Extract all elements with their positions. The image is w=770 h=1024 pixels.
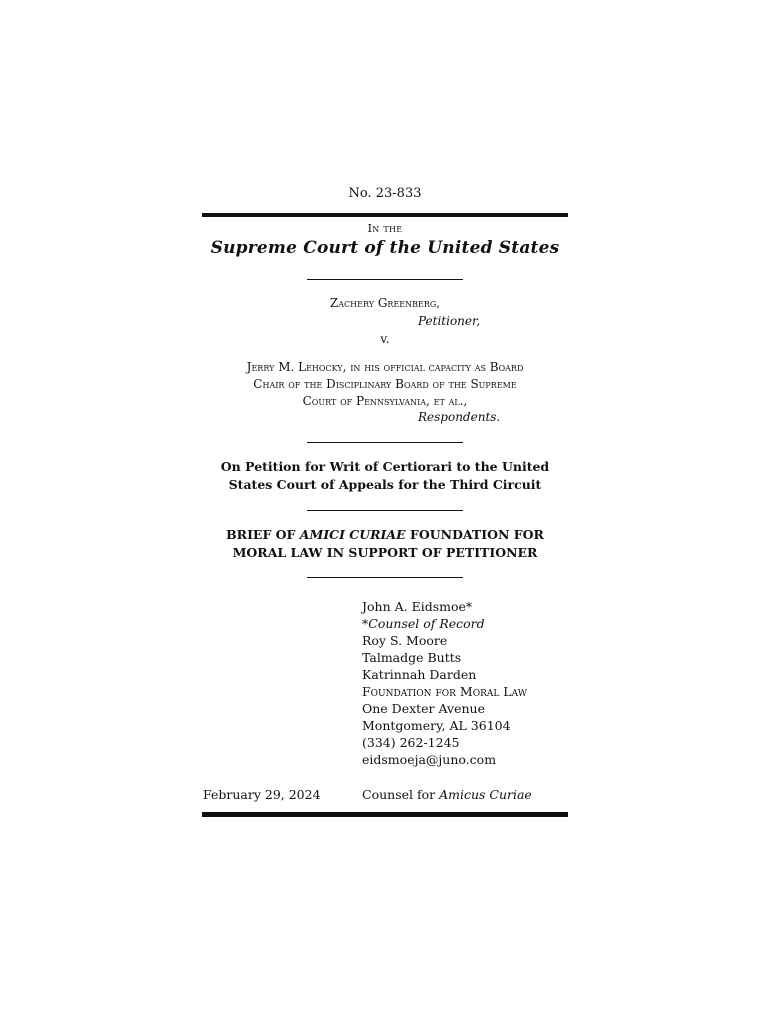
divider-rule-3 bbox=[307, 510, 463, 511]
counsel-for-line bbox=[362, 787, 532, 802]
brief-prefix: BRIEF OF bbox=[226, 527, 300, 542]
respondent-role: Respondents. bbox=[418, 410, 501, 424]
respondent-line-1: Jerry M. Lehocky, in his official capacity as Board bbox=[246, 360, 524, 374]
respondent-line-2: Chair of the Disciplinary Board of the Supreme bbox=[253, 377, 517, 391]
counsel-for-party: Amicus Curiae bbox=[439, 787, 532, 802]
brief-amici-curiae: AMICI CURIAE bbox=[299, 527, 406, 542]
divider-rule-1 bbox=[307, 279, 463, 280]
brief-title-line-2: MORAL LAW IN SUPPORT OF PETITIONER bbox=[232, 545, 538, 560]
petition-line-2: States Court of Appeals for the Third Circuit bbox=[228, 477, 542, 492]
counsel-block bbox=[362, 598, 527, 768]
counsel-city: Montgomery, AL 36104 bbox=[362, 718, 511, 733]
counsel-of-record-note: *Counsel of Record bbox=[362, 616, 485, 631]
brief-line1-rest: FOUNDATION FOR bbox=[405, 527, 544, 542]
petitioner-role: Petitioner, bbox=[418, 314, 481, 328]
counsel-for-prefix: Counsel for bbox=[362, 787, 440, 802]
counsel-phone: (334) 262-1245 bbox=[362, 735, 460, 750]
counsel-attorney-2: Roy S. Moore bbox=[362, 633, 448, 648]
petition-line-1: On Petition for Writ of Certiorari to the United bbox=[220, 459, 550, 474]
respondent-line-3: Court of Pennsylvania, et al., bbox=[302, 394, 468, 408]
counsel-email: eidsmoeja@juno.com bbox=[362, 752, 497, 767]
counsel-attorney-4: Katrinnah Darden bbox=[362, 667, 477, 682]
brief-title-line-1 bbox=[202, 526, 568, 544]
top-thick-rule bbox=[202, 213, 568, 217]
counsel-organization: Foundation for Moral Law bbox=[362, 684, 527, 699]
counsel-attorney-3: Talmadge Butts bbox=[362, 650, 462, 665]
versus-label: v. bbox=[380, 332, 390, 346]
court-name: Supreme Court of the United States bbox=[210, 238, 560, 258]
brief-title bbox=[202, 526, 568, 562]
divider-rule-4 bbox=[307, 577, 463, 578]
petitioner-name: Zachery Greenberg, bbox=[329, 296, 441, 310]
filing-date: February 29, 2024 bbox=[203, 787, 321, 802]
divider-rule-2 bbox=[307, 442, 463, 443]
in-the-label: In the bbox=[367, 222, 403, 235]
respondent-caption bbox=[202, 359, 568, 410]
petition-heading bbox=[202, 458, 568, 494]
counsel-street: One Dexter Avenue bbox=[362, 701, 485, 716]
bottom-thick-rule bbox=[202, 812, 568, 817]
counsel-lead: John A. Eidsmoe* bbox=[362, 599, 473, 614]
docket-number: No. 23-833 bbox=[348, 186, 422, 201]
